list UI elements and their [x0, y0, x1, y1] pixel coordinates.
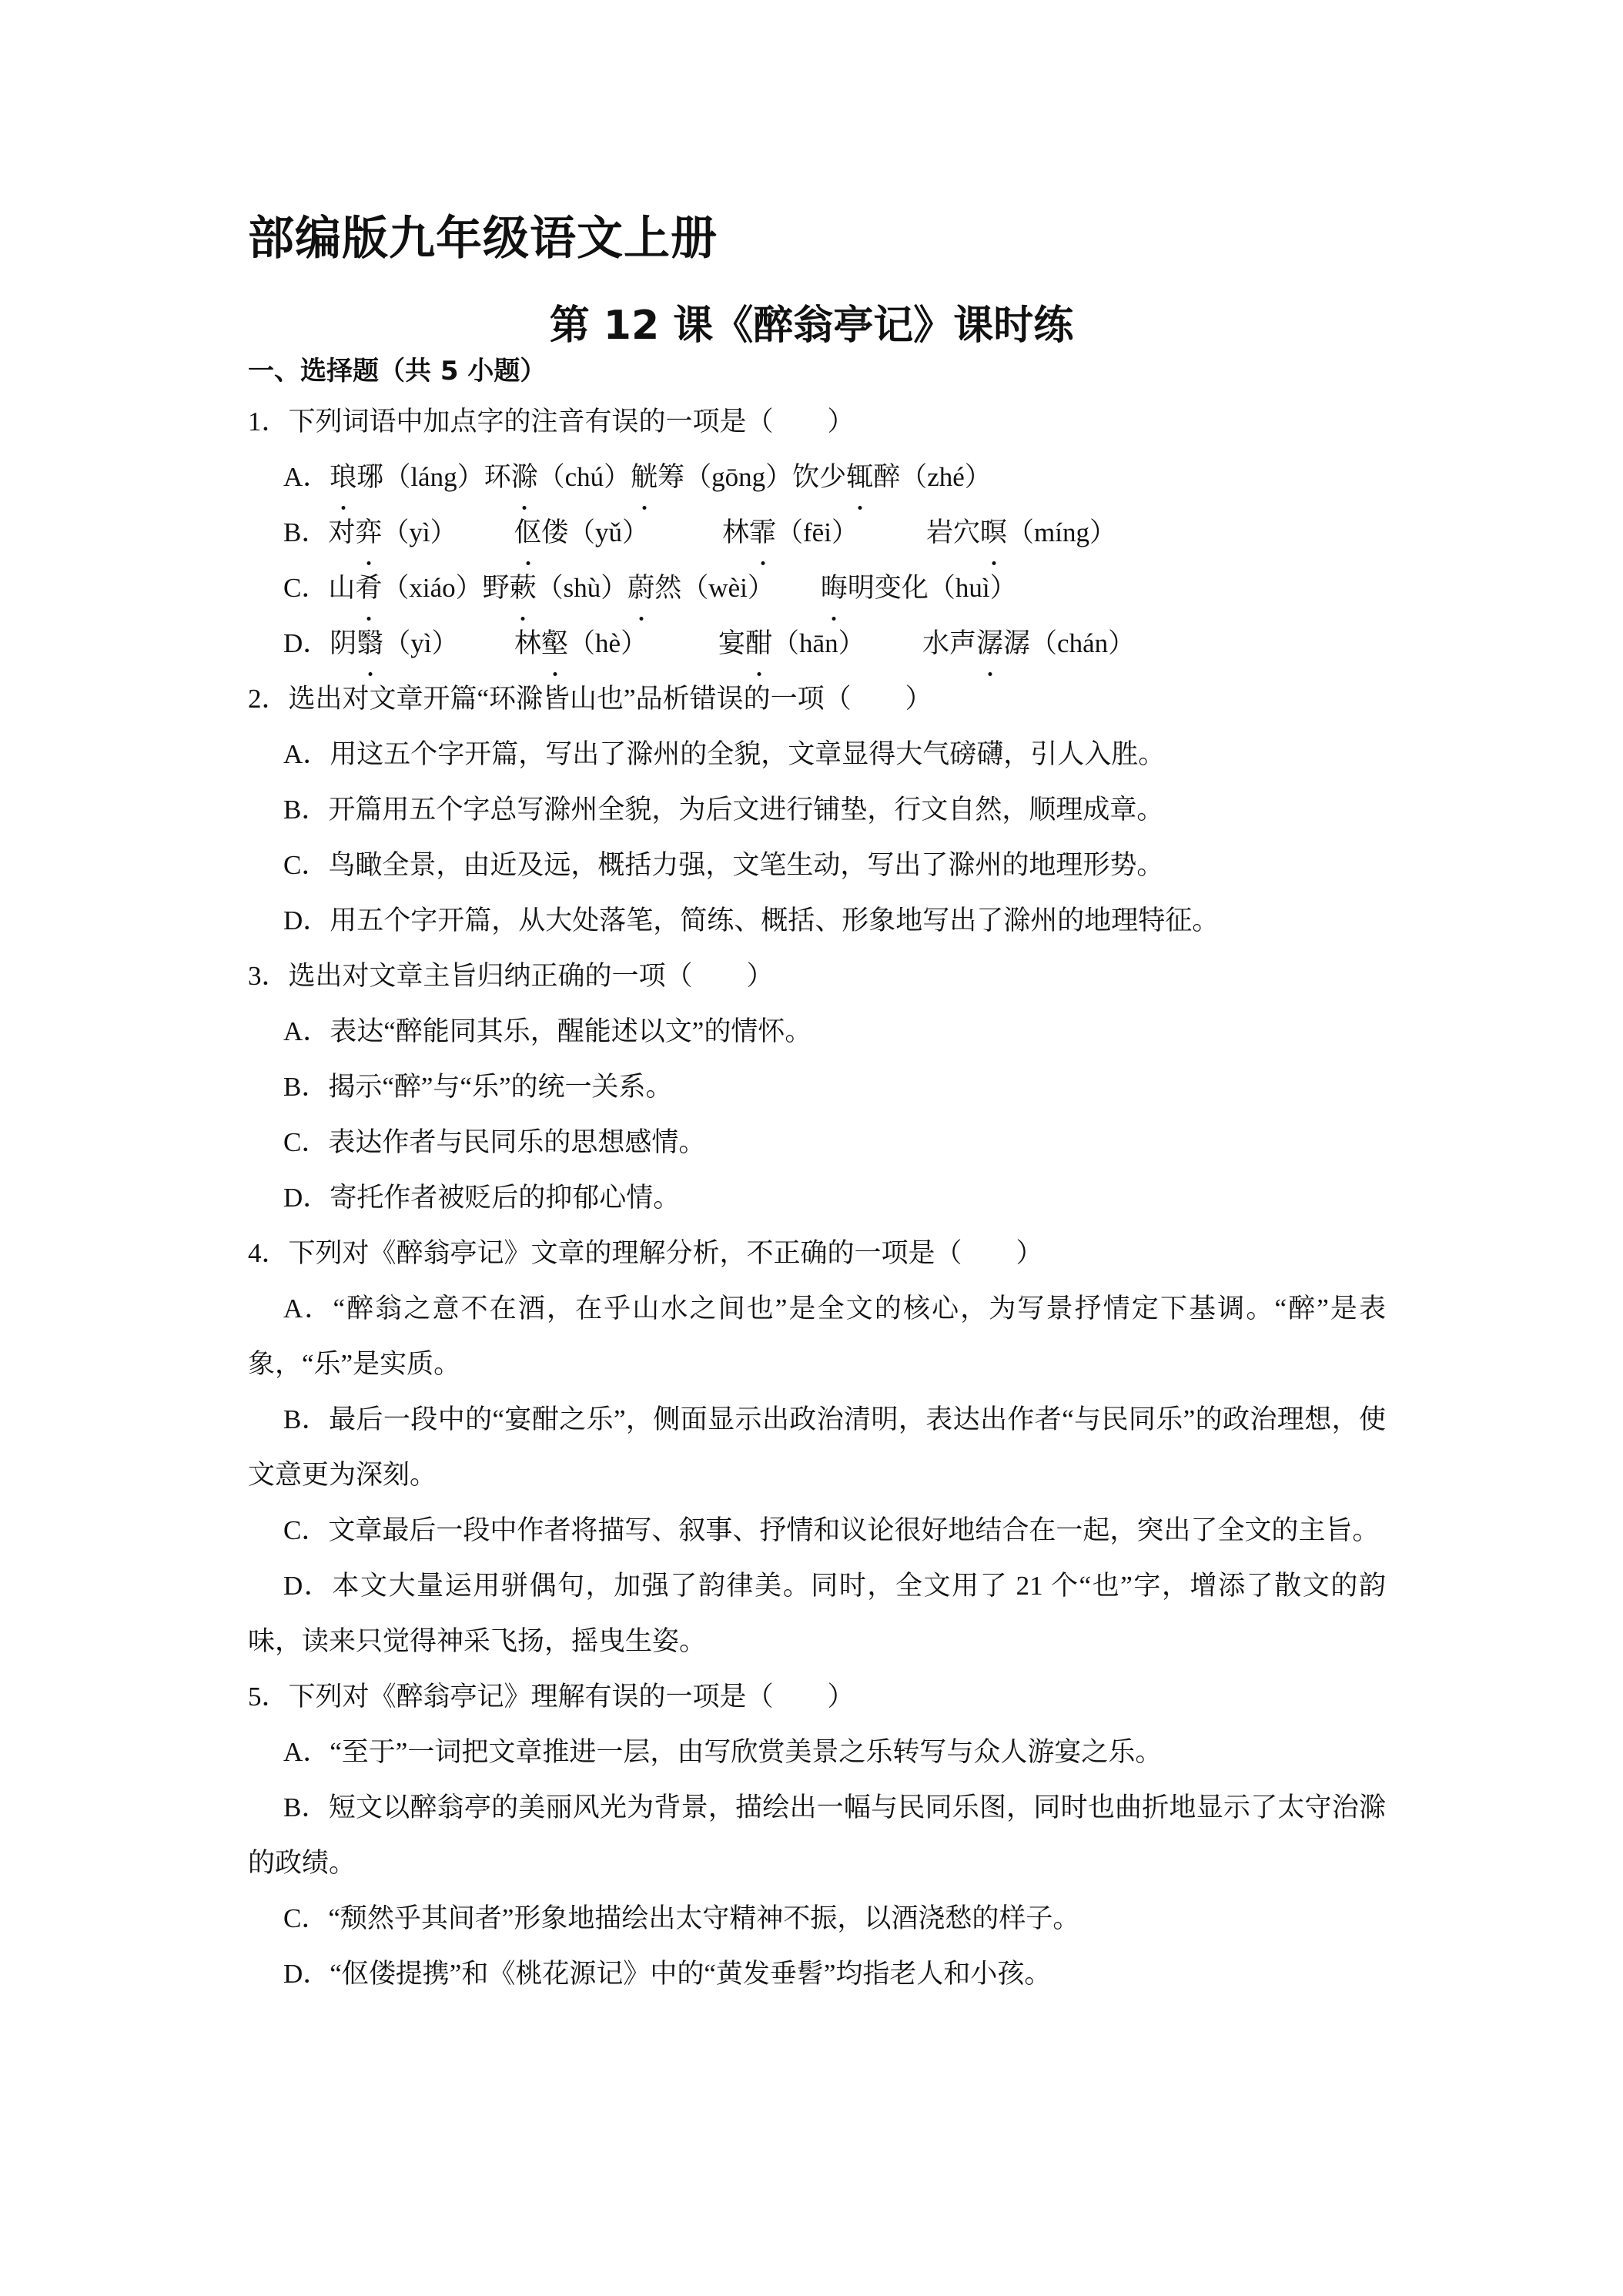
question-stem: 4．下列对《醉翁亭记》文章的理解分析，不正确的一项是（ ） [248, 1238, 1043, 1268]
question-list [248, 394, 1386, 2002]
option-c: C．文章最后一段中作者将描写、叙事、抒情和议论很好地结合在一起，突出了全文的主旨。 [283, 1515, 1380, 1545]
question-stem: 3．选出对文章主旨归纳正确的一项（ ） [248, 961, 774, 991]
option-b: B．揭示“醉”与“乐”的统一关系。 [283, 1072, 673, 1102]
question-4 [248, 1226, 1386, 1669]
question-stem: 1．下列词语中加点字的注音有误的一项是（ ） [248, 407, 855, 437]
option-a: A．“醉翁之意不在酒，在乎山水之间也”是全文的核心，为写景抒情定下基调。“醉”是表象，“乐”是实质。 [248, 1294, 1386, 1379]
question-1 [248, 394, 1386, 671]
question-stem: 5．下列对《醉翁亭记》理解有误的一项是（ ） [248, 1682, 855, 1712]
option-d: D．“伛偻提携”和《桃花源记》中的“黄发垂髫”均指老人和小孩。 [283, 1959, 1052, 1989]
section-heading: 一、选择题（共 5 小题） [248, 356, 547, 387]
option-c: C．鸟瞰全景，由近及远，概括力强，文笔生动，写出了滁州的地理形势。 [283, 850, 1164, 880]
document-title: 部编版九年级语文上册 [248, 212, 718, 266]
question-5 [248, 1669, 1386, 2002]
option-d: D．阴翳（yì） 林壑（hè） 宴酣（hān） 水声潺潺（chán） [248, 616, 1386, 671]
option-d: D．寄托作者被贬后的抑郁心情。 [283, 1183, 681, 1213]
option-a: A．“至于”一词把文章推进一层，由写欣赏美景之乐转写与众人游宴之乐。 [283, 1737, 1163, 1767]
option-c: C．表达作者与民同乐的思想感情。 [283, 1127, 706, 1157]
option-b: B．开篇用五个字总写滁州全貌，为后文进行铺垫，行文自然，顺理成章。 [283, 795, 1164, 825]
question-2 [248, 671, 1386, 949]
option-a: A．表达“醉能同其乐，醒能述以文”的情怀。 [283, 1016, 812, 1046]
option-d: D．用五个字开篇，从大处落笔，简练、概括、形象地写出了滁州的地理特征。 [283, 905, 1220, 935]
option-b: B．最后一段中的“宴酣之乐”，侧面显示出政治清明，表达出作者“与民同乐”的政治理想，使文意更为深刻。 [248, 1404, 1386, 1490]
option-b: B．短文以醉翁亭的美丽风光为背景，描绘出一幅与民同乐图，同时也曲折地显示了太守治滁的政绩。 [248, 1792, 1386, 1878]
option-b: B．对弈（yì） 伛偻（yǔ） 林霏（fēi） 岩穴暝（míng） [248, 505, 1386, 561]
option-a: A．用这五个字开篇，写出了滁州的全貌，文章显得大气磅礴，引人入胜。 [283, 739, 1166, 769]
option-c: C．山肴（xiáo）野蔌（shù）蔚然（wèi） 晦明变化（huì） [248, 561, 1386, 616]
option-d: D．本文大量运用骈偶句，加强了韵律美。同时，全文用了 21 个“也”字，增添了散文的韵味，读来只觉得神采飞扬，摇曳生姿。 [248, 1571, 1386, 1656]
option-a: A．琅琊（láng）环滁（chú）觥筹（gōng）饮少辄醉（zhé） [248, 450, 1386, 505]
option-c: C．“颓然乎其间者”形象地描绘出太守精神不振，以酒浇愁的样子。 [283, 1903, 1080, 1933]
lesson-title: 第 12 课《醉翁亭记》课时练 [549, 303, 1074, 349]
question-3 [248, 949, 1386, 1226]
question-stem: 2．选出对文章开篇“环滁皆山也”品析错误的一项（ ） [248, 684, 932, 714]
